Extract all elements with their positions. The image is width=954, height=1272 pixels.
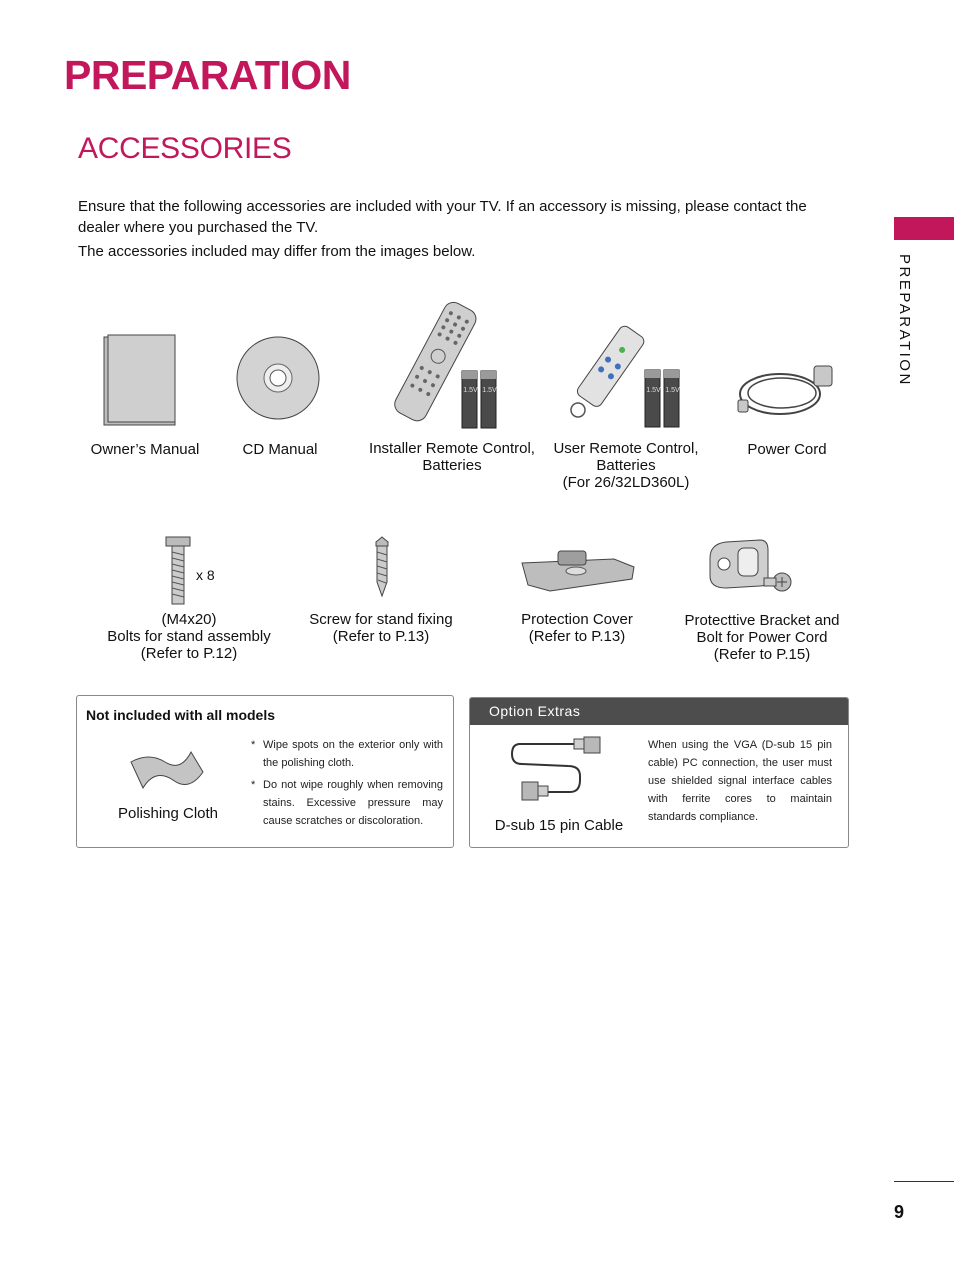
bolt-label-line-2: Bolts for stand assembly [107, 628, 271, 645]
protection-cover-icon [520, 545, 636, 597]
user-remote-label-line-3: (For 26/32LD360L) [562, 474, 690, 491]
bolt-label [98, 611, 280, 662]
screw-label [300, 611, 462, 645]
side-tab-marker [894, 217, 954, 240]
cleaning-note: * Do not wipe roughly when removing stains. Excessive pressure may cause scratches or discoloration. [249, 776, 443, 830]
user-remote-label-line-1: User Remote Control, [553, 440, 699, 457]
screw-label-line-1: Screw for stand fixing [309, 611, 453, 628]
section-title: ACCESSORIES [78, 132, 292, 165]
protection-cover-label [506, 611, 648, 645]
page-number: 9 [894, 1202, 905, 1222]
option-extras-header [470, 698, 848, 725]
user-battery-text-2: 1.5V [665, 387, 680, 394]
not-included-heading: Not included with all models [86, 707, 276, 723]
user-remote-label-line-2: Batteries [596, 457, 656, 474]
bracket-label-line-2: Bolt for Power Cord [696, 629, 828, 646]
option-extras-title: Option Extras [489, 703, 581, 719]
page-title: PREPARATION [64, 52, 351, 98]
not-included-box [76, 695, 454, 848]
user-remote-icon [564, 320, 688, 432]
cleaning-note: * Wipe spots on the exterior only with the polishing cloth. [249, 736, 443, 772]
manual-icon [100, 333, 180, 428]
intro-paragraph-2: The accessories included may differ from the images below. [78, 243, 476, 260]
intro-paragraph-1: Ensure that the following accessories are included with your TV. If an accessory is missing, please contact the dealer where you purchased the TV. [78, 198, 807, 236]
bracket-label-line-1: Protecttive Bracket and [684, 612, 840, 629]
polishing-cloth-icon [129, 748, 205, 792]
screw-icon [370, 536, 394, 598]
installer-remote-label-line-1: Installer Remote Control, [369, 440, 535, 457]
bolt-icon [164, 536, 194, 606]
side-section-label: PREPARATION [896, 254, 913, 387]
bracket-label-line-3: (Refer to P.15) [713, 646, 811, 663]
bracket-label [674, 612, 850, 663]
installer-remote-label-line-2: Batteries [422, 457, 482, 474]
protection-cover-label-line-1: Protection Cover [521, 611, 633, 628]
dsub-cable-icon [508, 736, 606, 804]
user-remote-label [538, 440, 714, 491]
dsub-cable-label: D-sub 15 pin Cable [494, 817, 624, 834]
power-cord-label: Power Cord [747, 441, 827, 458]
page-number-rule [894, 1181, 954, 1182]
installer-battery-text-2: 1.5V [482, 387, 497, 394]
bolt-quantity: x 8 [196, 567, 215, 583]
power-cord-icon [736, 360, 840, 420]
bracket-icon [702, 536, 798, 598]
option-extras-box [469, 697, 849, 848]
installer-battery-text-1: 1.5V [463, 387, 478, 394]
user-battery-text-1: 1.5V [646, 387, 661, 394]
cd-manual-label: CD Manual [242, 441, 318, 458]
bolt-label-line-3: (Refer to P.12) [140, 645, 238, 662]
installer-remote-icon [384, 297, 504, 432]
screw-label-line-2: (Refer to P.13) [332, 628, 430, 645]
cd-icon [236, 336, 320, 420]
owners-manual-label: Owner’s Manual [90, 441, 200, 458]
cleaning-notes [249, 736, 443, 834]
protection-cover-label-line-2: (Refer to P.13) [528, 628, 626, 645]
vga-compliance-note: When using the VGA (D-sub 15 pin cable) PC connection, the user must use shielded signal interface cables with ferrite cores to maintain standards compliance. [648, 739, 832, 823]
polishing-cloth-label: Polishing Cloth [117, 805, 219, 822]
bolt-label-line-1: (M4x20) [161, 611, 217, 628]
installer-remote-label [357, 440, 547, 474]
intro-text [78, 196, 838, 265]
